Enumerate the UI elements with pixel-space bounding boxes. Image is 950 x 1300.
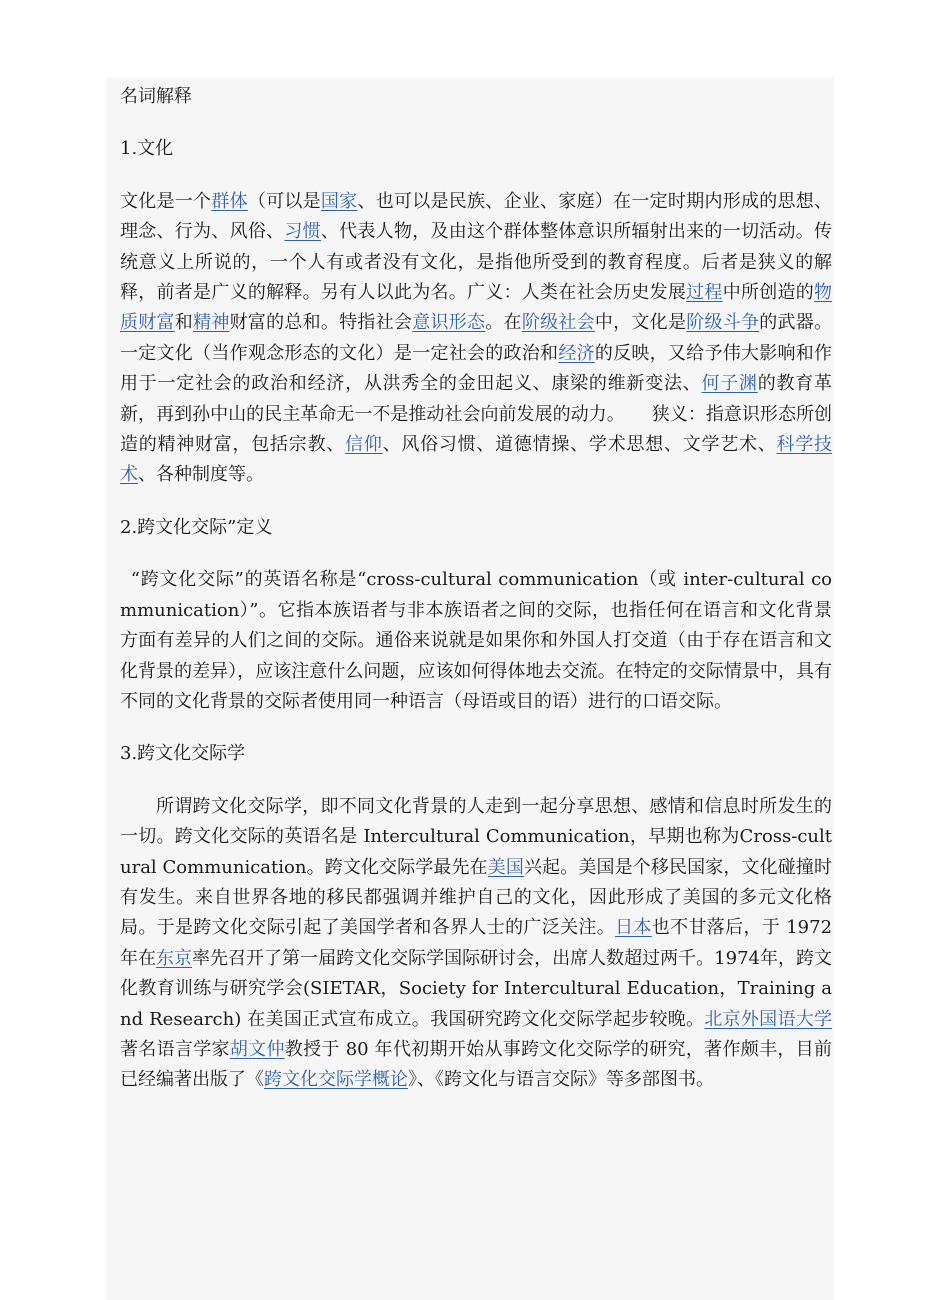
link-riben[interactable]: 日本 bbox=[615, 917, 652, 939]
link-he-ziyuan[interactable]: 何子渊 bbox=[701, 373, 758, 395]
text-run: 财富的总和。特指社会 bbox=[229, 312, 413, 334]
text-run: 著名语言学家 bbox=[120, 1038, 230, 1060]
document-body bbox=[120, 82, 832, 1096]
link-jieji-douzheng[interactable]: 阶级斗争 bbox=[686, 312, 760, 334]
text-run: 率先召开了第一届跨文化交际学国际研讨会，出席人数超过两千。1974年，跨文化教育训练与研究学会(SIETAR，Society for Intercultural Education，Training and Research) 在美国正式宣布成立。我国研究跨文化交际学起步较晚。 bbox=[120, 947, 833, 1030]
link-wuzhi-caifu[interactable]: 物质财富 bbox=[120, 282, 833, 334]
text-run: （可以是 bbox=[247, 190, 321, 212]
text-run: 教授于 80 年代初期开始从事跨文化交际学的研究，著作颇丰，目前已经编著出版了《 bbox=[120, 1038, 832, 1091]
text-run: 的教育革新，再到孙中山的民主革命无一不是推动社会向前发展的动力。 狭义：指意识形态所创造的精神财富，包括宗教、 bbox=[120, 373, 833, 456]
link-dongjing[interactable]: 东京 bbox=[156, 947, 193, 969]
text-run: 所谓跨文化交际学，即不同文化背景的人走到一起分享思想、感情和信息时所发生的一切。跨文化交际的英语名是 Intercultural Communication，早期也称为Cross-cultural Communication。跨文化交际学最先在 bbox=[120, 795, 832, 878]
document-title: 名词解释 bbox=[120, 86, 192, 107]
text-run: 、风俗习惯、道德情操、学术思想、文学艺术、 bbox=[382, 434, 777, 456]
text-run: 中，文化是 bbox=[594, 312, 687, 334]
text-run: 兴起。美国是个移民国家，文化碰撞时有发生。来自世界各地的移民都强调并维护自己的文化，因此形成了美国的多元文化格局。于是跨文化交际引起了美国学者和各界人士的广泛关注。 bbox=[120, 856, 833, 939]
link-kuawenhua-gailun[interactable]: 跨文化交际学概论 bbox=[264, 1069, 408, 1091]
section-1-paragraph bbox=[120, 187, 832, 491]
text-run: 、各种制度等。 bbox=[138, 464, 264, 486]
section-2-paragraph: “跨文化交际”的英语名称是“cross-cultural communication（或 inter-cultural communication）”。它指本族语者与非本族语者之间的交际，也指任何在语言和文化背景方面有差异的人们之间的交际。通俗来说就是如果你和外国人打交道（由于存在语言和文化背景的差异），应该注意什么问题，应该如何得体地去交流。在特定的交际情景中，具有不同的文化背景的交际者使用同一种语言（母语或目的语）进行的口语交际。 bbox=[120, 569, 832, 712]
text-run: 、也可以是民族、企业、家庭）在一定时期内形成的思想、理念、行为、风俗、 bbox=[120, 190, 833, 243]
text-run: 和 bbox=[174, 312, 194, 334]
link-jieji-shehui[interactable]: 阶级社会 bbox=[521, 312, 595, 334]
section-2-heading: 2.跨文化交际”定义 bbox=[120, 516, 273, 538]
link-yishi-xingtai[interactable]: 意识形态 bbox=[412, 312, 486, 334]
link-xinyang[interactable]: 信仰 bbox=[345, 434, 383, 456]
section-3-paragraph bbox=[120, 792, 832, 1096]
link-xiguan[interactable]: 习惯 bbox=[284, 221, 321, 243]
text-run: 文化是一个 bbox=[120, 190, 212, 212]
link-beiwai[interactable]: 北京外国语大学 bbox=[704, 1008, 833, 1030]
link-guocheng[interactable]: 过程 bbox=[686, 282, 723, 304]
section-1-heading: 1.文化 bbox=[120, 138, 174, 160]
text-run: 的武器。一定文化（当作观念形态的文化）是一定社会的政治和 bbox=[120, 312, 833, 364]
link-jingshen[interactable]: 精神 bbox=[193, 312, 230, 334]
text-run: 的反映，又给予伟大影响和作用于一定社会的政治和经济，从洪秀全的金田起义、康梁的维新变法、 bbox=[120, 342, 833, 395]
link-qunti[interactable]: 群体 bbox=[211, 190, 248, 212]
text-run: 也不甘落后，于 1972 年在 bbox=[120, 917, 833, 969]
text-run: 、代表人物，及由这个群体整体意识所辐射出来的一切活动。传统意义上所说的，一个人有或者没有文化，是指他所受到的教育程度。后者是狭义的解释，前者是广义的解释。另有人以此为名。广义：人类在社会历史发展 bbox=[120, 221, 833, 304]
text-run: 中所创造的 bbox=[722, 282, 815, 304]
link-guojia[interactable]: 国家 bbox=[320, 190, 358, 212]
text-run: 。在 bbox=[485, 312, 522, 334]
text-run: 》、《跨文化与语言交际》等多部图书。 bbox=[408, 1069, 714, 1091]
link-jingji[interactable]: 经济 bbox=[558, 342, 595, 364]
link-kexue-jishu[interactable]: 科学技术 bbox=[120, 434, 833, 486]
link-meiguo[interactable]: 美国 bbox=[487, 856, 525, 878]
link-hu-wenzhong[interactable]: 胡文仲 bbox=[229, 1038, 285, 1060]
section-3-heading: 3.跨文化交际学 bbox=[120, 743, 246, 765]
